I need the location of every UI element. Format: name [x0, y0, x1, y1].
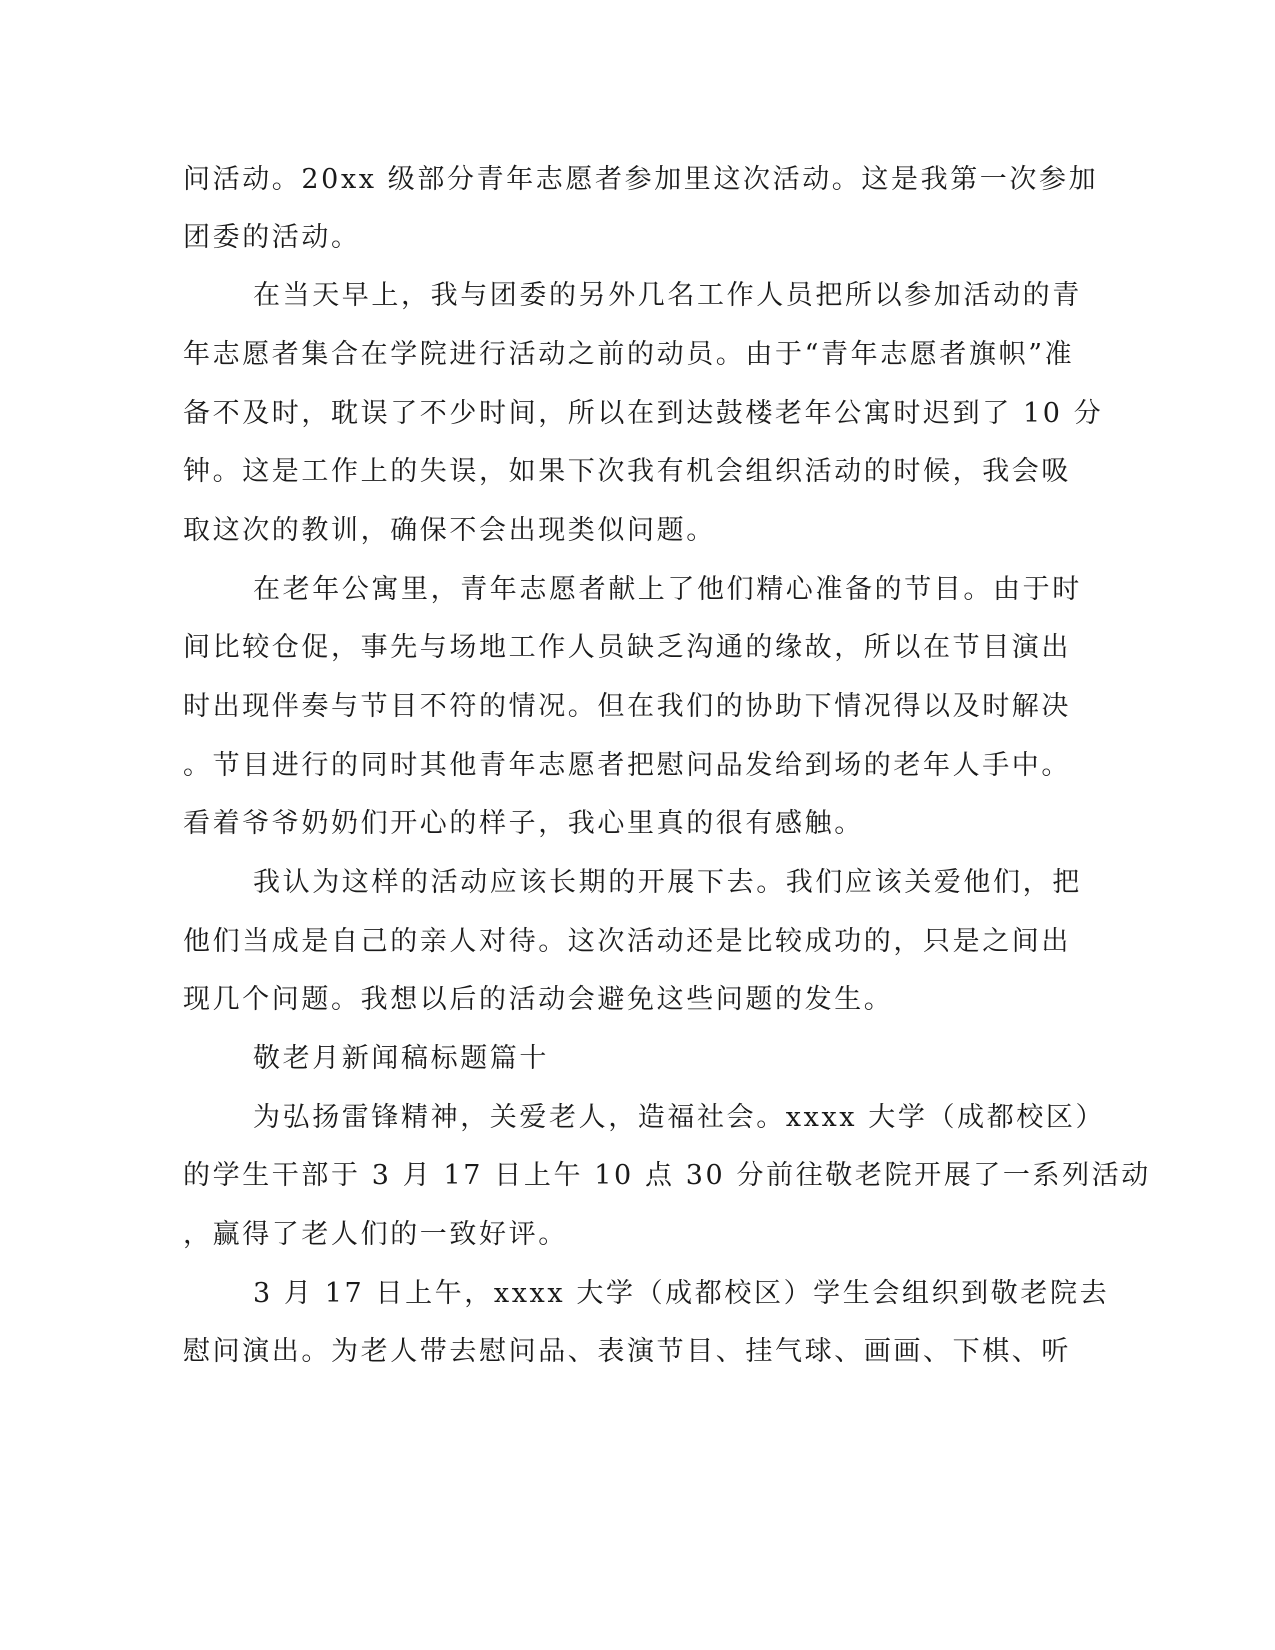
text-line: 。节目进行的同时其他青年志愿者把慰问品发给到场的老年人手中。 [183, 750, 1071, 781]
text-line: 团委的活动。 [183, 222, 361, 253]
text-line: 他们当成是自己的亲人对待。这次活动还是比较成功的，只是之间出 [183, 926, 1071, 957]
text-line: 间比较仓促，事先与场地工作人员缺乏沟通的缘故，所以在节目演出 [183, 632, 1071, 663]
text-line: 钟。这是工作上的失误，如果下次我有机会组织活动的时候，我会吸 [183, 456, 1071, 487]
text-line: 备不及时，耽误了不少时间，所以在到达鼓楼老年公寓时迟到了 10 分 [183, 398, 1104, 429]
section-heading: 敬老月新闻稿标题篇十 [253, 1043, 549, 1074]
text-line: 慰问演出。为老人带去慰问品、表演节目、挂气球、画画、下棋、听 [183, 1336, 1071, 1367]
text-line: 年志愿者集合在学院进行活动之前的动员。由于“青年志愿者旗帜”准 [183, 339, 1075, 370]
paragraph-line: 在老年公寓里，青年志愿者献上了他们精心准备的节目。由于时 [253, 574, 1082, 605]
text-line: 现几个问题。我想以后的活动会避免这些问题的发生。 [183, 984, 894, 1015]
paragraph-line: 为弘扬雷锋精神，关爱老人，造福社会。xxxx 大学（成都校区） [253, 1102, 1106, 1133]
paragraph-line: 3 月 17 日上午，xxxx 大学（成都校区）学生会组织到敬老院去 [253, 1278, 1110, 1309]
paragraph-line: 我认为这样的活动应该长期的开展下去。我们应该关爱他们，把 [253, 867, 1082, 898]
text-line: 问活动。20xx 级部分青年志愿者参加里这次活动。这是我第一次参加 [183, 164, 1099, 195]
text-line: 时出现伴奏与节目不符的情况。但在我们的协助下情况得以及时解决 [183, 691, 1071, 722]
text-line: ，赢得了老人们的一致好评。 [183, 1219, 568, 1250]
text-line: 的学生干部于 3 月 17 日上午 10 点 30 分前往敬老院开展了一系列活动 [183, 1160, 1151, 1191]
text-line: 取这次的教训，确保不会出现类似问题。 [183, 515, 716, 546]
paragraph-line: 在当天早上，我与团委的另外几名工作人员把所以参加活动的青 [253, 280, 1082, 311]
text-line: 看着爷爷奶奶们开心的样子，我心里真的很有感触。 [183, 808, 864, 839]
